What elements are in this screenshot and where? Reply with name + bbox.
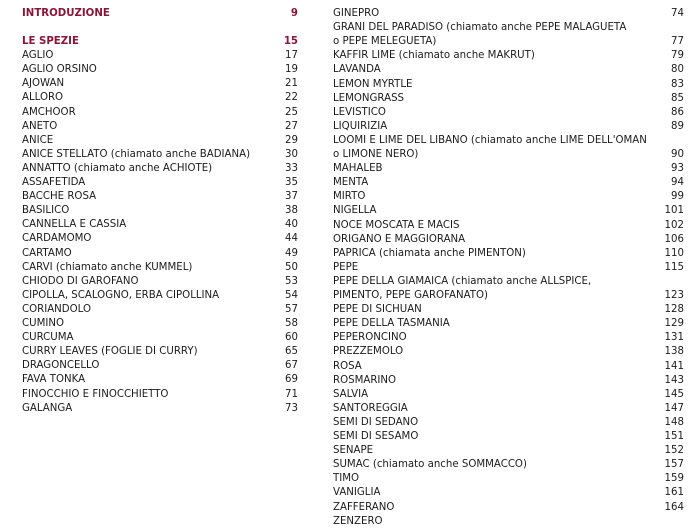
toc-entry-title: PREZZEMOLO: [333, 346, 404, 358]
toc-entry-title: NIGELLA: [333, 205, 377, 217]
toc-entry-title: ANICE STELLATO (chiamato anche BADIANA): [22, 148, 251, 160]
toc-entry-title: SUMAC (chiamato anche SOMMACCO): [333, 459, 527, 471]
toc-entry: [333, 444, 684, 458]
toc-entry-page: 22: [285, 92, 298, 104]
toc-entry-title: CHIODO DI GAROFANO: [22, 275, 139, 287]
toc-entry-page: 9: [290, 8, 298, 19]
toc-entry-title: AGLIO: [22, 50, 54, 62]
toc-entry-page: 129: [664, 318, 684, 330]
toc-entry: [333, 247, 684, 261]
toc-entry: [333, 501, 684, 515]
toc-entry-page: 37: [285, 191, 298, 203]
toc-entry-page: 73: [285, 402, 298, 414]
toc-entry-title: ROSMARINO: [333, 374, 397, 386]
toc-entry-title: ASSAFETIDA: [22, 177, 86, 188]
toc-entry: [333, 106, 684, 120]
toc-entry-title: CIPOLLA, SCALOGNO, ERBA CIPOLLINA: [22, 289, 220, 301]
toc-entry: [333, 92, 684, 106]
toc-entry-title: BACCHE ROSA: [22, 191, 97, 203]
toc-entry-page: 69: [285, 374, 298, 386]
toc-entry: [22, 275, 298, 289]
toc-entry-page: 115: [664, 261, 684, 273]
toc-entry-page: 57: [285, 303, 298, 315]
toc-entry: [333, 458, 684, 472]
toc-entry-page: 44: [285, 233, 298, 245]
toc-entry-title: LEMONGRASS: [333, 92, 405, 104]
toc-entry: [333, 134, 684, 148]
toc-entry-page: 101: [664, 205, 684, 217]
toc-entry-page: 54: [285, 289, 298, 301]
toc-entry-page: 38: [285, 205, 298, 217]
toc-entry-title: PEPERONCINO: [333, 332, 407, 344]
toc-entry-page: 89: [671, 120, 684, 132]
toc-entry: [333, 402, 684, 416]
toc-entry: [333, 21, 684, 35]
toc-entry-title: SEMI DI SEDANO: [333, 416, 419, 428]
toc-entry: [333, 219, 684, 233]
toc-entry-page: 99: [671, 191, 684, 203]
toc-entry: [333, 120, 684, 134]
toc-entry: [22, 190, 298, 204]
toc-entry-page: 50: [285, 261, 298, 273]
toc-entry-title: ANNATTO (chiamato anche ACHIOTE): [22, 162, 213, 174]
toc-entry: [22, 49, 298, 63]
toc-entry: [333, 261, 684, 275]
toc-entry-page: 71: [285, 388, 298, 400]
toc-entry-page: 145: [664, 388, 684, 400]
toc-entry: [22, 247, 298, 261]
toc-entry-title: NOCE MOSCATA E MACIS: [333, 219, 460, 231]
toc-entry-page: 123: [664, 290, 684, 301]
toc-entry: [333, 515, 684, 529]
toc-entry-title: PAPRICA (chiamata anche PIMENTÓN): [333, 247, 526, 259]
toc-entry-title: LEVISTICO: [333, 106, 386, 118]
toc-entry: [22, 303, 298, 317]
toc-entry-page: 60: [285, 332, 298, 344]
toc-entry: [22, 232, 298, 246]
toc-entry-page: 152: [664, 445, 684, 457]
toc-entry-title: ANICE: [22, 134, 54, 146]
toc-entry-title: CURCUMA: [22, 332, 74, 344]
toc-entry: [22, 402, 298, 416]
toc-entry-title: ZAFFERANO: [333, 501, 395, 513]
toc-entry-title: SENAPE: [333, 445, 374, 457]
toc-entry: [333, 78, 684, 92]
toc-entry-page: 128: [664, 304, 684, 316]
toc-entry: [22, 77, 298, 91]
toc-entry-title: GRANI DEL PARADISO (chiamato anche PEPE MALAGUETA: [333, 22, 627, 34]
toc-entry-page: 93: [671, 163, 684, 175]
toc-entry: [333, 289, 684, 303]
toc-entry-title: LIQUIRIZIA: [333, 120, 388, 132]
toc-section-heading: [22, 35, 298, 49]
toc-entry-page: 106: [664, 233, 684, 245]
toc-entry-page: 80: [671, 64, 684, 76]
toc-entry-title: KAFFIR LIME (chiamato anche MAKRUT): [333, 50, 535, 62]
toc-section-heading: [22, 7, 298, 21]
toc-entry: [333, 7, 684, 21]
toc-entry: [22, 261, 298, 275]
toc-entry-title: LE SPEZIE: [22, 36, 79, 47]
toc-entry: [333, 430, 684, 444]
toc-entry-title: ALLORO: [22, 92, 64, 104]
toc-entry-page: 157: [664, 459, 684, 471]
toc-entry-page: 148: [664, 416, 684, 428]
toc-entry-page: 164: [664, 501, 684, 513]
toc-entry-title: CARVI (chiamato anche KUMMEL): [22, 261, 193, 273]
toc-entry: [333, 331, 684, 345]
toc-entry-page: 90: [671, 149, 684, 160]
toc-entry-page: 86: [671, 106, 684, 118]
toc-entry-title: MENTA: [333, 177, 369, 189]
toc-entry: [333, 388, 684, 402]
toc-entry-page: 19: [285, 64, 298, 76]
toc-entry-title: PEPE DI SICHUAN: [333, 304, 422, 316]
toc-entry: [22, 331, 298, 345]
toc-entry-title: CANNELLA E CASSIA: [22, 219, 127, 231]
toc-entry-page: 58: [285, 318, 298, 329]
toc-entry: [22, 134, 298, 148]
toc-entry-page: 151: [664, 431, 684, 442]
toc-entry-title: LOOMI E LIME DEL LIBANO (chiamato anche LIME DELL'OMAN: [333, 134, 647, 146]
toc-entry: [22, 317, 298, 331]
toc-entry: [333, 176, 684, 190]
toc-entry: [22, 289, 298, 303]
toc-entry: [333, 360, 684, 374]
toc-entry: [22, 345, 298, 359]
toc-entry-page: 49: [285, 247, 298, 259]
toc-entry-title: SANTOREGGIA: [333, 402, 408, 414]
toc-entry-page: 85: [671, 92, 684, 104]
toc-entry-title: LAVANDA: [333, 64, 381, 76]
toc-entry-page: 21: [285, 78, 298, 90]
toc-entry-title: CURRY LEAVES (FOGLIE DI CURRY): [22, 346, 198, 358]
toc-entry: [333, 275, 684, 289]
toc-entry-title: DRAGONCELLO: [22, 360, 100, 372]
toc-entry: [22, 162, 298, 176]
toc-entry: [22, 63, 298, 77]
toc-entry: [22, 91, 298, 105]
toc-entry: [22, 148, 298, 162]
toc-entry-title: CORIANDOLO: [22, 303, 91, 315]
toc-entry-title: SALVIA: [333, 388, 369, 400]
toc-entry: [333, 63, 684, 77]
toc-entry: [333, 374, 684, 388]
toc-entry: [333, 162, 684, 176]
toc-entry-page: 110: [664, 247, 684, 259]
toc-entry-page: 67: [285, 360, 298, 372]
toc-entry-title: ROSA: [333, 360, 362, 372]
toc-entry-page: 74: [671, 8, 684, 19]
toc-entry-page: 40: [285, 219, 298, 231]
toc-entry: [333, 472, 684, 486]
toc-entry: [333, 317, 684, 331]
toc-entry-title: BASILICO: [22, 205, 70, 217]
toc-entry-title: VANIGLIA: [333, 487, 381, 499]
toc-entry-title: FAVA TONKA: [22, 374, 86, 386]
toc-entry: [22, 120, 298, 134]
toc-entry-page: 159: [664, 473, 684, 485]
toc-entry-page: 27: [285, 120, 298, 132]
toc-entry-title: TIMO: [333, 473, 360, 485]
toc-entry: [333, 148, 684, 162]
toc-entry-title: GALANGA: [22, 402, 73, 414]
toc-entry-title: ANETO: [22, 120, 58, 132]
toc-entry-title: ZENZERO: [333, 515, 383, 527]
toc-entry: [333, 233, 684, 247]
toc-entry-page: 131: [664, 332, 684, 344]
toc-entry: [333, 486, 684, 500]
toc-entry: [333, 303, 684, 317]
toc-entry-title: PEPE DELLA GIAMAICA (chiamato anche ALLSPICE,: [333, 275, 592, 287]
toc-entry-page: 35: [285, 177, 298, 188]
toc-entry-page: 33: [285, 162, 298, 174]
toc-entry-title: GINEPRO: [333, 8, 380, 19]
toc-entry-title: MAHALEB: [333, 163, 383, 175]
toc-entry: [22, 218, 298, 232]
toc-entry-title: FINOCCHIO E FINOCCHIETTO: [22, 388, 169, 400]
toc-entry-title: CARTAMO: [22, 247, 72, 259]
toc-entry-page: 30: [285, 148, 298, 160]
toc-entry-page: 65: [285, 346, 298, 358]
toc-entry-title: AJOWAN: [22, 78, 65, 90]
toc-entry: [333, 416, 684, 430]
toc-entry-page: 77: [671, 36, 684, 48]
toc-entry-page: 79: [671, 50, 684, 62]
toc-entry-title: AMCHOOR: [22, 106, 76, 118]
toc-entry-page: 17: [285, 50, 298, 62]
toc-entry-page: 102: [664, 219, 684, 231]
toc-entry-page: 138: [664, 346, 684, 358]
toc-entry: [333, 49, 684, 63]
toc-entry-page: 147: [664, 402, 684, 414]
toc-entry-title: ORIGANO E MAGGIORANA: [333, 233, 466, 245]
toc-entry: [22, 176, 298, 190]
toc-entry-title: INTRODUZIONE: [22, 8, 110, 19]
toc-entry-title: CUMINO: [22, 318, 65, 329]
toc-entry-page: 25: [285, 106, 298, 118]
toc-entry-page: 94: [671, 177, 684, 189]
toc-entry-page: 161: [664, 487, 684, 499]
toc-entry-title: AGLIO ORSINO: [22, 64, 97, 76]
toc-entry-title: o LIMONE NERO): [333, 149, 419, 160]
toc-entry-title: PEPE: [333, 261, 359, 273]
toc-entry: [333, 204, 684, 218]
toc-entry-page: 143: [664, 374, 684, 386]
toc-entry-title: SEMI DI SESAMO: [333, 431, 419, 442]
toc-entry: [333, 190, 684, 204]
toc-entry: [22, 359, 298, 373]
toc-entry-title: MIRTO: [333, 191, 366, 203]
toc-entry-title: LEMON MYRTLE: [333, 78, 413, 90]
toc-entry-page: 83: [671, 78, 684, 90]
toc-entry-page: 53: [285, 275, 298, 287]
toc-entry-page: 141: [664, 360, 684, 372]
toc-entry: [22, 204, 298, 218]
toc-entry: [22, 106, 298, 120]
toc-entry-title: o PEPE MELEGUETA): [333, 36, 437, 48]
toc-entry-title: CARDAMOMO: [22, 233, 92, 245]
toc-entry: [22, 388, 298, 402]
toc-entry: [333, 345, 684, 359]
toc-entry: [22, 373, 298, 387]
toc-entry-page: 15: [283, 36, 298, 47]
toc-entry-title: PEPE DELLA TASMANIA: [333, 318, 450, 330]
toc-entry-title: PIMENTO, PEPE GAROFANATO): [333, 290, 488, 301]
toc-entry-page: 29: [285, 134, 298, 146]
toc-entry: [333, 35, 684, 49]
